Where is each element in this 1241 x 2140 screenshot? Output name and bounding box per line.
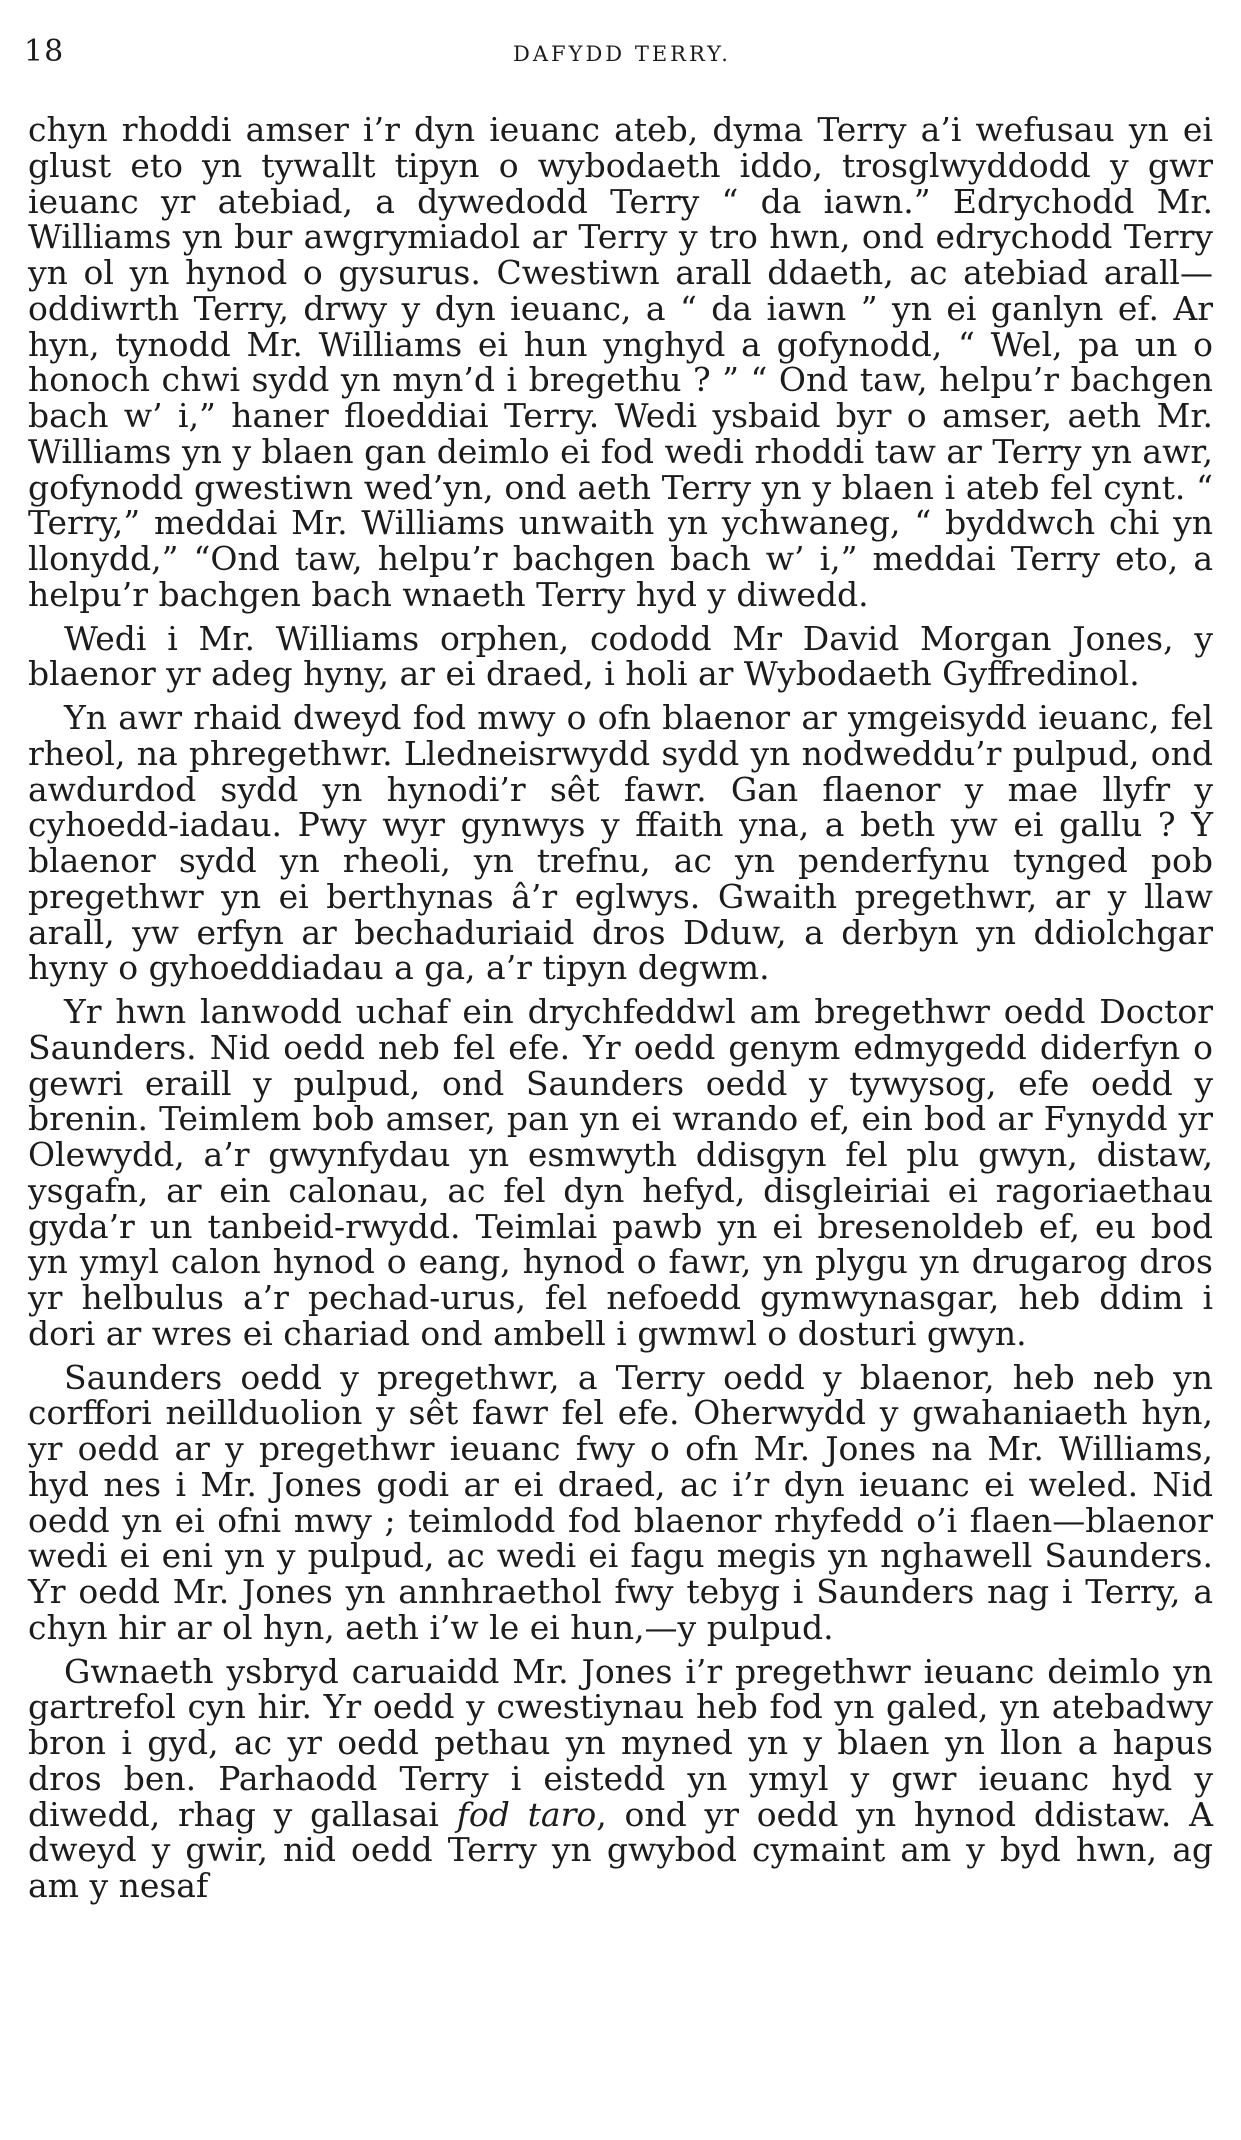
paragraph-3: Yn awr rhaid dweyd fod mwy o ofn blaenor ar ymgeisydd ieuanc, fel rheol, na phregethwr. Lledneisrwydd sydd yn nodweddu’r pulpud, ond awdurdod sydd yn hynodi’r sêt fawr. Gan flaenor y mae llyfr y cyhoedd-iadau. Pwy wyr gynwys y ffaith yna, a beth yw ei gallu ? Y blaenor sydd yn rheoli, yn trefnu, ac yn penderfynu tynged pob pregethwr yn ei berthynas â’r eglwys. Gwaith pregethwr, ar y llaw arall, yw erfyn ar bechaduriaid dros Dduw, a derbyn yn ddiolchgar hyny o gyhoeddiadau a ga, a’r tipyn degwm.	[28, 698, 1213, 988]
paragraph-4: Yr hwn lanwodd uchaf ein drychfeddwl am bregethwr oedd Doctor Saunders. Nid oedd neb fel efe. Yr oedd genym edmygedd diderfyn o gewri eraill y pulpud, ond Saunders oedd y tywysog, efe oedd y brenin. Teimlem bob amser, pan yn ei wrando ef, ein bod ar Fynydd yr Olewydd, a’r gwynfydau yn esmwyth ddisgyn fel plu gwyn, distaw, ysgafn, ar ein calonau, ac fel dyn hefyd, disgleiriai ei ragoriaethau gyda’r un tanbeid-rwydd. Teimlai pawb yn ei bresenoldeb ef, eu bod yn ymyl calon hynod o eang, hynod o fawr, yn plygu yn drugarog dros yr helbulus a’r pechad-urus, fel nefoedd gymwynasgar, heb ddim i dori ar wres ei chariad ond ambell i gwmwl o dosturi gwyn.	[28, 992, 1213, 1353]
paragraph-6-text-before: Gwnaeth ysbryd caruaidd Mr. Jones i’r pregethwr ieuanc deimlo yn gartrefol cyn hir. Yr oedd y cwestiynau heb fod yn galed, yn atebadwy bron i gyd, ac yr oedd pethau yn myned yn y blaen yn llon a hapus dros ben. Parhaodd Terry i eistedd yn ymyl y gwr ieuanc hyd y diwedd, rhag y gallasai	[28, 1651, 1213, 1834]
page-number: 18	[24, 34, 65, 69]
paragraph-1: chyn rhoddi amser i’r dyn ieuanc ateb, dyma Terry a’i wefusau yn ei glust eto yn tywallt tipyn o wybodaeth iddo, trosglwyddodd y gwr ieuanc yr atebiad, a dywedodd Terry “ da iawn.” Edrychodd Mr. Williams yn bur awgrymiadol ar Terry y tro hwn, ond edrychodd Terry yn ol yn hynod o gysurus. Cwestiwn arall ddaeth, ac atebiad arall—oddiwrth Terry, drwy y dyn ieuanc, a “ da iawn ” yn ei ganlyn ef. Ar hyn, tynodd Mr. Williams ei hun ynghyd a gofynodd, “ Wel, pa un o honoch chwi sydd yn myn’d i bregethu ? ” “ Ond taw, helpu’r bachgen bach w’ i,” haner floeddiai Terry. Wedi ysbaid byr o amser, aeth Mr. Williams yn y blaen gan deimlo ei fod wedi rhoddi taw ar Terry yn awr, gofynodd gwestiwn wed’yn, ond aeth Terry yn y blaen i ateb fel cynt. “ Terry,” meddai Mr. Williams unwaith yn ychwaneg, “ byddwch chi yn llonydd,” “Ond taw, helpu’r bachgen bach w’ i,” meddai Terry eto, a helpu’r bachgen bach wnaeth Terry hyd y diwedd.	[28, 110, 1213, 614]
paragraph-6-text-after: , ond yr oedd yn hynod ddistaw. A dweyd y gwir, nid oedd Terry yn gwybod cymaint am y byd hwn, ag am y nesaf	[28, 1794, 1213, 1905]
paragraph-6	[28, 1651, 1213, 1905]
paragraph-5: Saunders oedd y pregethwr, a Terry oedd y blaenor, heb neb yn corffori neillduolion y sêt fawr fel efe. Oherwydd y gwahaniaeth hyn, yr oedd ar y pregethwr ieuanc fwy o ofn Mr. Jones na Mr. Williams, hyd nes i Mr. Jones godi ar ei draed, ac i’r dyn ieuanc ei weled. Nid oedd yn ei ofni mwy ; teimlodd fod blaenor rhyfedd o’i flaen—blaenor wedi ei eni yn y pulpud, ac wedi ei fagu megis yn nghawell Saunders. Yr oedd Mr. Jones yn annhraethol fwy tebyg i Saunders nag i Terry, a chyn hir ar ol hyn, aeth i’w le ei hun,—y pulpud.	[28, 1357, 1213, 1647]
paragraph-2: Wedi i Mr. Williams orphen, cododd Mr David Morgan Jones, y blaenor yr adeg hyny, ar ei draed, i holi ar Wybodaeth Gyffredinol.	[28, 618, 1213, 694]
page-header	[24, 34, 1220, 74]
body-text	[28, 112, 1213, 1904]
running-head: DAFYDD TERRY.	[513, 42, 731, 66]
paragraph-6-italic-phrase: fod taro	[456, 1794, 597, 1834]
